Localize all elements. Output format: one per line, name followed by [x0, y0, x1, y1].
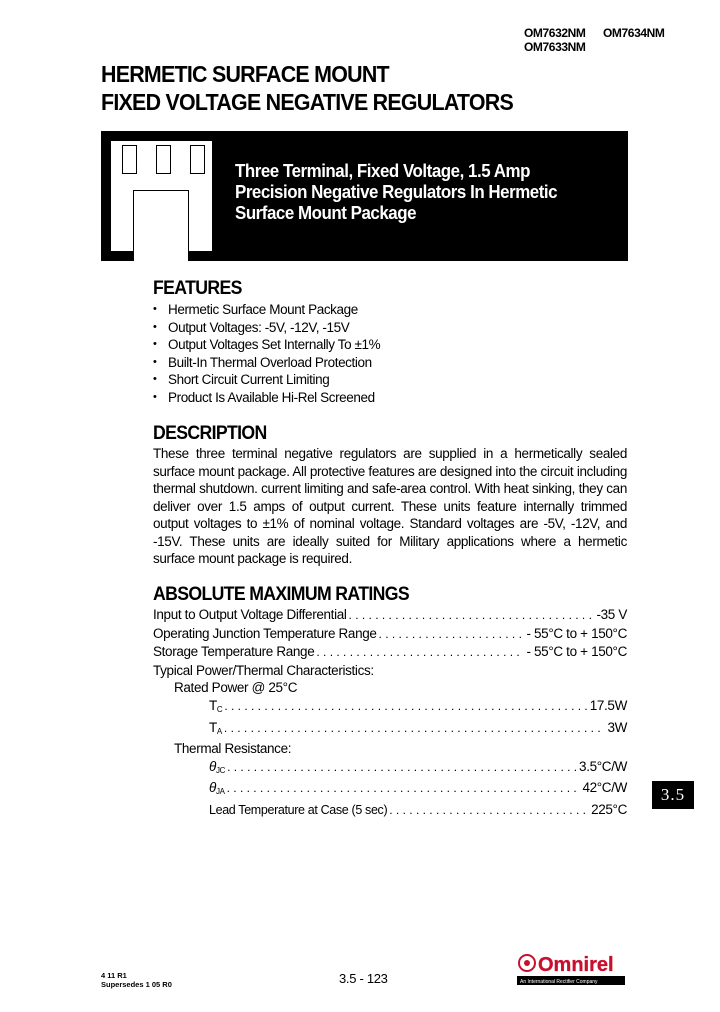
- rating-row-lead-temp: [153, 801, 627, 820]
- rating-value: - 55°C to + 150°C: [526, 625, 627, 641]
- package-pad-2: [156, 145, 171, 174]
- rating-row-theta-ja: [153, 779, 627, 801]
- leader-dots: [316, 644, 524, 662]
- leader-dots: [227, 780, 581, 798]
- symbol-theta: θ: [209, 780, 216, 796]
- symbol-t: T: [209, 697, 217, 713]
- part-number-om7633nm: OM7633NM: [524, 40, 586, 54]
- feature-item: • Output Voltages Set Internally To ±1%: [153, 336, 380, 354]
- feature-item: • Output Voltages: -5V, -12V, -15V: [153, 319, 380, 337]
- product-banner: [101, 131, 628, 261]
- rating-value: 225°C: [591, 801, 627, 817]
- rating-row-junction-temp: [153, 625, 627, 644]
- typical-power-heading: [153, 662, 627, 680]
- leader-dots: [379, 626, 525, 644]
- rating-label: Input to Output Voltage Differential: [153, 607, 347, 622]
- section-tab: 3.5: [652, 781, 694, 809]
- page-title: [101, 60, 513, 116]
- omnirel-logo-icon: [517, 951, 625, 985]
- revision-text: 4 11 R1: [101, 971, 127, 980]
- ratings-table: [153, 606, 627, 820]
- rating-label: Storage Temperature Range: [153, 644, 315, 660]
- symbol-subscript: C: [216, 704, 223, 714]
- feature-item: • Hermetic Surface Mount Package: [153, 301, 380, 319]
- features-list: [153, 301, 380, 406]
- rating-value: -35 V: [596, 607, 627, 622]
- title-line-2: FIXED VOLTAGE NEGATIVE REGULATORS: [101, 89, 514, 115]
- description-heading: DESCRIPTION: [153, 423, 267, 444]
- rating-value: - 55°C to + 150°C: [526, 644, 627, 660]
- rating-symbol: [209, 779, 225, 801]
- thermal-resistance-heading: [153, 740, 627, 758]
- rating-label: Rated Power @ 25°C: [174, 680, 298, 696]
- title-line-1: HERMETIC SURFACE MOUNT: [101, 61, 389, 87]
- package-tab: [133, 190, 189, 261]
- page-number: 3.5 - 123: [339, 971, 388, 986]
- package-pad-1: [122, 145, 137, 174]
- rated-power-heading: [153, 679, 627, 697]
- part-number-om7634nm: OM7634NM: [603, 26, 665, 40]
- rating-symbol: [209, 697, 222, 719]
- leader-dots: [227, 759, 577, 777]
- rating-value: 42°C/W: [582, 780, 627, 796]
- feature-item: • Product Is Available Hi-Rel Screened: [153, 389, 380, 407]
- rating-symbol: [209, 758, 225, 780]
- part-number-om7632nm: OM7632NM: [524, 26, 586, 40]
- rating-label: Operating Junction Temperature Range: [153, 625, 377, 641]
- banner-line-3: Surface Mount Package: [235, 203, 417, 223]
- supersedes-text: Supersedes 1 05 R0: [101, 980, 172, 989]
- banner-line-1: Three Terminal, Fixed Voltage, 1.5 Amp: [235, 161, 530, 181]
- rating-row-tc: [153, 697, 627, 719]
- description-text: These three terminal negative regulators are supplied in a hermetically sealed surface mount package. All protective features are designed into the circuit including thermal shutdown. current limiting and safe-area control. With heat sinking, they can deliver over 1.5 amps of output current. These units feature internally trimmed output voltages to ±1% of nominal voltage. Standard voltages are -5V, -12V, and -15V. These units are ideally suited for Military applications where a hermetic surface mount package is required.: [153, 446, 627, 566]
- symbol-t: T: [209, 719, 217, 735]
- rating-symbol: [209, 719, 222, 741]
- package-outline-icon: [111, 141, 212, 251]
- feature-item: • Built-In Thermal Overload Protection: [153, 354, 380, 372]
- rating-row-theta-jc: [153, 758, 627, 780]
- symbol-subscript: JA: [215, 787, 225, 797]
- feature-item: • Short Circuit Current Limiting: [153, 371, 380, 389]
- logo-tagline: An International Rectifier Company: [520, 979, 598, 985]
- banner-text: [235, 161, 557, 224]
- rating-value: 3.5°C/W: [579, 758, 627, 774]
- rating-label: Thermal Resistance:: [174, 741, 292, 757]
- leader-dots: [389, 802, 589, 820]
- logo-name: Omnirel: [538, 954, 614, 976]
- symbol-subscript: JC: [215, 765, 226, 775]
- leader-dots: [224, 698, 587, 716]
- footer-revision: [101, 971, 172, 989]
- rating-row-input-output: [153, 606, 627, 625]
- rating-row-storage-temp: [153, 643, 627, 662]
- features-heading: FEATURES: [153, 278, 242, 299]
- ratings-heading: ABSOLUTE MAXIMUM RATINGS: [153, 584, 409, 605]
- package-pad-3: [190, 145, 205, 174]
- symbol-subscript: A: [216, 726, 222, 736]
- rating-value: 17.5W: [589, 697, 627, 713]
- rating-label: Typical Power/Thermal Characteristics:: [153, 662, 374, 678]
- rating-label: Lead Temperature at Case (5 sec): [209, 802, 388, 817]
- banner-line-2: Precision Negative Regulators In Hermetic: [235, 182, 558, 202]
- rating-row-ta: [153, 719, 627, 741]
- symbol-theta: θ: [209, 758, 216, 774]
- leader-dots: [349, 607, 595, 625]
- leader-dots: [224, 720, 606, 738]
- rating-value: 3W: [607, 719, 627, 735]
- omnirel-logo: [517, 951, 625, 985]
